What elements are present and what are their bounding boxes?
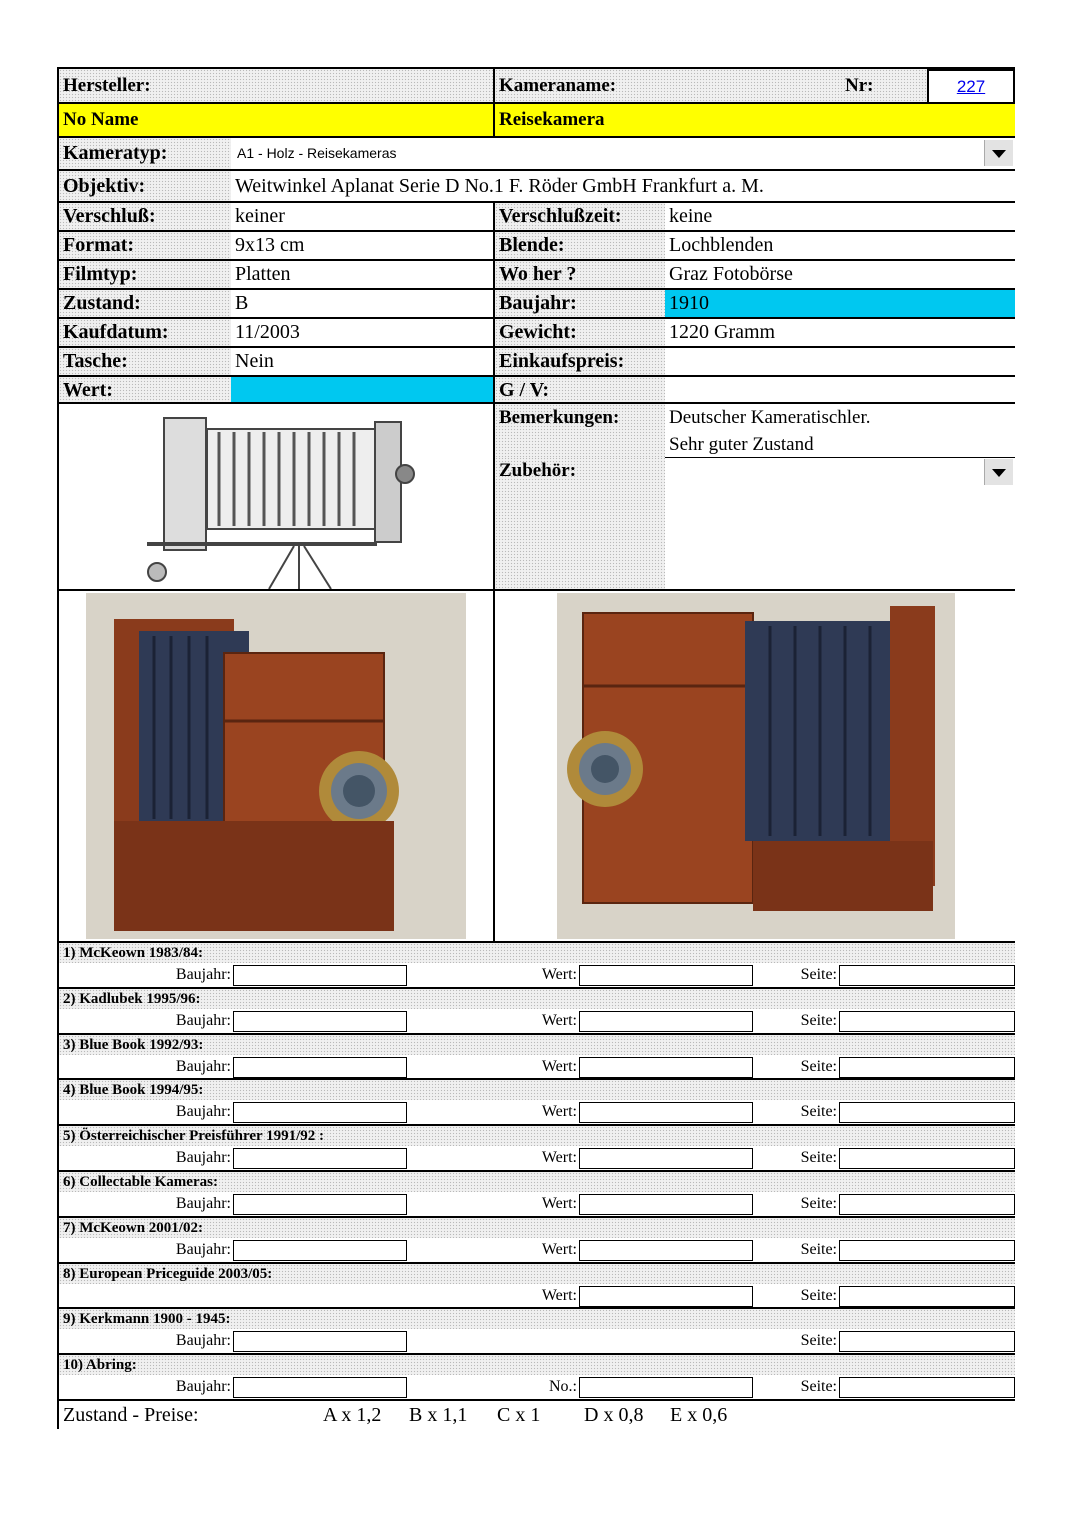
reference-field-label: Baujahr:	[175, 966, 231, 983]
right-field-label: Baujahr:	[493, 288, 665, 317]
reference-input[interactable]	[579, 1011, 753, 1032]
nr-value-box	[927, 69, 1015, 104]
reference-block	[59, 1170, 1015, 1216]
objektiv-value: Weitwinkel Aplanat Serie D No.1 F. Röder GmbH Frankfurt a. M.	[231, 169, 1015, 201]
reference-field-label: Baujahr:	[175, 1103, 231, 1120]
left-field-label: Zustand:	[59, 288, 231, 317]
reference-input[interactable]	[233, 1377, 407, 1398]
reference-input[interactable]	[839, 1194, 1015, 1215]
chevron-down-icon[interactable]	[984, 459, 1013, 485]
hersteller-value: No Name	[59, 102, 493, 136]
kameraname-value: Reisekamera	[493, 102, 1015, 136]
zustand-preise-row	[59, 1399, 1015, 1429]
reference-field-label: Wert:	[541, 1149, 577, 1166]
reference-block	[59, 1216, 1015, 1262]
reference-input[interactable]	[579, 1148, 753, 1169]
price-factor-d: D x 0,8	[584, 1404, 644, 1426]
right-field-value[interactable]: 1220 Gramm	[665, 317, 1015, 346]
reference-input[interactable]	[579, 1194, 753, 1215]
right-field-value[interactable]: Lochblenden	[665, 230, 1015, 259]
left-field-value[interactable]: 9x13 cm	[231, 230, 493, 259]
reference-field-label: Baujahr:	[175, 1195, 231, 1212]
right-field-value[interactable]: 1910	[665, 288, 1015, 317]
reference-input[interactable]	[579, 965, 753, 986]
reference-field-label: Wert:	[541, 966, 577, 983]
nr-link[interactable]: 227	[956, 77, 986, 96]
reference-input[interactable]	[233, 1148, 407, 1169]
bemerkungen-line-1: Deutscher Kameratischler.	[669, 407, 871, 428]
reference-input[interactable]	[233, 1011, 407, 1032]
reference-title: 2) Kadlubek 1995/96:	[59, 989, 1015, 1009]
reference-input[interactable]	[839, 1057, 1015, 1078]
reference-field-label: Seite:	[800, 1149, 837, 1166]
left-field-label: Verschluß:	[59, 201, 231, 230]
camera-drawing-cell	[59, 402, 493, 589]
reference-block	[59, 1353, 1015, 1399]
price-factor-b: B x 1,1	[409, 1404, 468, 1426]
reference-block	[59, 987, 1015, 1033]
kameraname-label	[493, 69, 929, 102]
reference-input[interactable]	[839, 1240, 1015, 1261]
reference-input[interactable]	[233, 1102, 407, 1123]
right-field-label: Blende:	[493, 230, 665, 259]
reference-field-label: Wert:	[541, 1195, 577, 1212]
left-field-value[interactable]: Platten	[231, 259, 493, 288]
right-field-label: Einkaufspreis:	[493, 346, 665, 375]
left-field-label: Format:	[59, 230, 231, 259]
right-field-label: Wo her ?	[493, 259, 665, 288]
reference-field-label: Seite:	[800, 1241, 837, 1258]
reference-input[interactable]	[839, 1102, 1015, 1123]
reference-field-label: Wert:	[541, 1241, 577, 1258]
reference-field-label: Seite:	[800, 1378, 837, 1395]
reference-input[interactable]	[579, 1057, 753, 1078]
reference-block	[59, 1262, 1015, 1308]
reference-block	[59, 1078, 1015, 1124]
zustand-preise-label: Zustand - Preise:	[63, 1404, 199, 1426]
price-factor-c: C x 1	[497, 1404, 541, 1426]
reference-field-label: Seite:	[800, 1287, 837, 1304]
camera-photo-left-image	[59, 591, 493, 941]
camera-sketch-image	[59, 404, 493, 589]
reference-field-label: Baujahr:	[175, 1332, 231, 1349]
reference-field-label: Baujahr:	[175, 1149, 231, 1166]
left-field-value[interactable]: 11/2003	[231, 317, 493, 346]
right-field-label: Verschlußzeit:	[493, 201, 665, 230]
reference-title: 3) Blue Book 1992/93:	[59, 1035, 1015, 1055]
reference-field-label: Wert:	[541, 1103, 577, 1120]
reference-block	[59, 941, 1015, 987]
right-field-value[interactable]	[665, 346, 1015, 375]
reference-input[interactable]	[233, 965, 407, 986]
chevron-down-icon[interactable]	[984, 140, 1013, 166]
reference-field-label: No.:	[549, 1378, 577, 1395]
kameraname-label-text: Kameraname:	[499, 75, 617, 96]
reference-block	[59, 1033, 1015, 1079]
reference-input[interactable]	[839, 965, 1015, 986]
reference-input[interactable]	[839, 1377, 1015, 1398]
photo-cell-left	[59, 589, 493, 941]
zubehoer-select[interactable]	[665, 457, 1015, 589]
photo-cell-right	[493, 589, 1015, 941]
price-factor-e: E x 0,6	[670, 1404, 728, 1426]
reference-input[interactable]	[233, 1194, 407, 1215]
reference-field-label: Baujahr:	[175, 1012, 231, 1029]
reference-title: 10) Abring:	[59, 1355, 1015, 1375]
left-field-label: Wert:	[59, 375, 231, 404]
left-field-value[interactable]: Nein	[231, 346, 493, 375]
reference-field-label: Baujahr:	[175, 1058, 231, 1075]
bemerkungen-label: Bemerkungen:	[493, 402, 665, 457]
left-field-label: Filmtyp:	[59, 259, 231, 288]
zubehoer-label: Zubehör:	[493, 457, 665, 589]
bemerkungen-value	[665, 402, 1015, 457]
right-field-value[interactable]: keine	[665, 201, 1015, 230]
reference-block	[59, 1307, 1015, 1353]
kameratyp-label: Kameratyp:	[59, 136, 231, 169]
price-factor-a: A x 1,2	[323, 1404, 382, 1426]
reference-input[interactable]	[233, 1331, 407, 1352]
reference-title: 7) McKeown 2001/02:	[59, 1218, 1015, 1238]
left-field-label: Kaufdatum:	[59, 317, 231, 346]
reference-field-label: Wert:	[541, 1287, 577, 1304]
reference-title: 6) Collectable Kameras:	[59, 1172, 1015, 1192]
reference-input[interactable]	[839, 1148, 1015, 1169]
reference-field-label: Seite:	[800, 966, 837, 983]
reference-field-label: Seite:	[800, 1195, 837, 1212]
reference-field-label: Wert:	[541, 1058, 577, 1075]
reference-field-label: Seite:	[800, 1332, 837, 1349]
reference-field-label: Wert:	[541, 1012, 577, 1029]
reference-field-label: Seite:	[800, 1058, 837, 1075]
left-field-label: Tasche:	[59, 346, 231, 375]
left-field-value[interactable]: keiner	[231, 201, 493, 230]
reference-input[interactable]	[233, 1057, 407, 1078]
reference-title: 5) Österreichischer Preisführer 1991/92 :	[59, 1126, 1015, 1146]
reference-input[interactable]	[579, 1102, 753, 1123]
bemerkungen-line-2: Sehr guter Zustand	[669, 434, 814, 455]
reference-input[interactable]	[579, 1286, 753, 1307]
right-field-label: Gewicht:	[493, 317, 665, 346]
reference-input[interactable]	[839, 1011, 1015, 1032]
nr-label: Nr:	[845, 75, 874, 96]
left-field-value[interactable]: B	[231, 288, 493, 317]
reference-block	[59, 1124, 1015, 1170]
reference-input[interactable]	[233, 1240, 407, 1261]
reference-field-label: Baujahr:	[175, 1378, 231, 1395]
reference-input[interactable]	[839, 1286, 1015, 1307]
right-field-value[interactable]	[665, 375, 1015, 404]
hersteller-label: Hersteller:	[59, 69, 493, 102]
right-field-label: G / V:	[493, 375, 665, 404]
kameratyp-select[interactable]	[231, 136, 1015, 169]
reference-title: 8) European Priceguide 2003/05:	[59, 1264, 1015, 1284]
reference-field-label: Seite:	[800, 1103, 837, 1120]
reference-input[interactable]	[579, 1240, 753, 1261]
right-field-value[interactable]: Graz Fotobörse	[665, 259, 1015, 288]
reference-title: 1) McKeown 1983/84:	[59, 943, 1015, 963]
reference-input[interactable]	[579, 1377, 753, 1398]
camera-photo-right-image	[495, 591, 1015, 941]
reference-field-label: Seite:	[800, 1012, 837, 1029]
kameratyp-value: A1 - Holz - Reisekameras	[237, 145, 397, 161]
camera-record-sheet	[57, 67, 1015, 1429]
reference-field-label: Baujahr:	[175, 1241, 231, 1258]
reference-title: 9) Kerkmann 1900 - 1945:	[59, 1309, 1015, 1329]
left-field-value[interactable]	[231, 375, 493, 404]
reference-input[interactable]	[839, 1331, 1015, 1352]
reference-title: 4) Blue Book 1994/95:	[59, 1080, 1015, 1100]
objektiv-label: Objektiv:	[59, 169, 231, 201]
